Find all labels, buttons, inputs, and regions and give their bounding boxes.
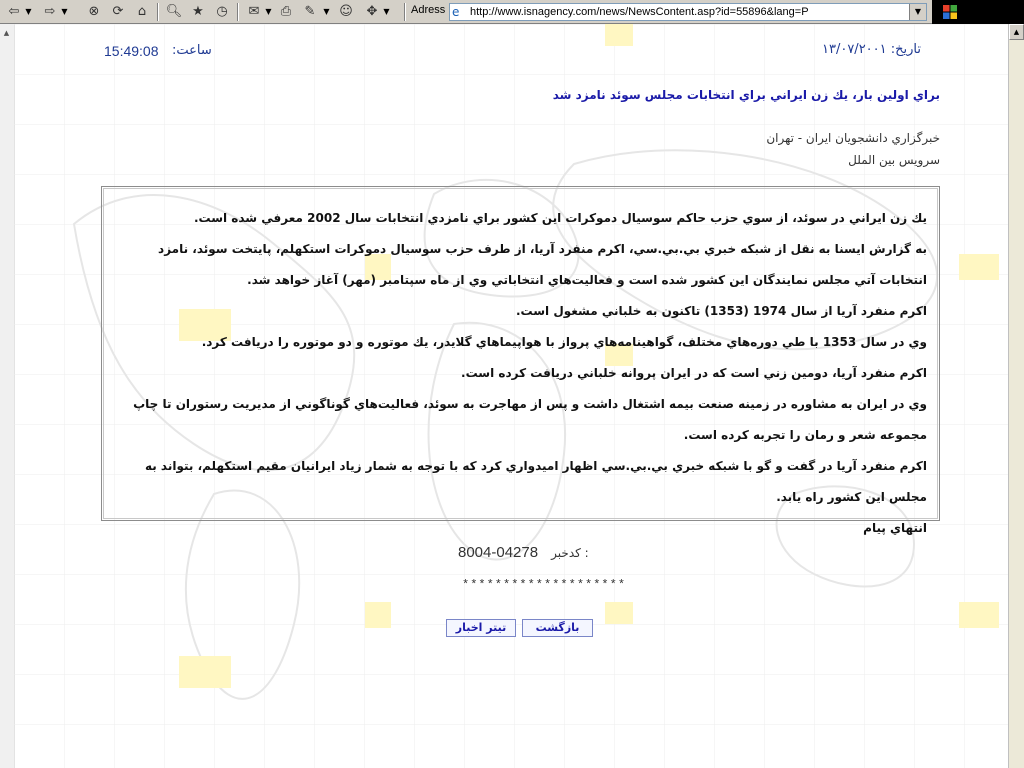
tools-dropdown-icon[interactable]: ▼ — [383, 7, 390, 16]
article-paragraph: وي در ايران به مشاوره در زمينه صنعت بيمه اشتغال داشت و پس از مهاجرت به سوئد، فعاليت‌هاي گوناگوني از مديريت رستوران تا چاپ مجموعه شعر و رمان را تجربه كرده است. — [133, 397, 927, 442]
page-icon: e — [452, 5, 460, 19]
mail-icon[interactable]: ✉ — [248, 4, 260, 19]
messenger-icon[interactable]: ☺ — [339, 4, 353, 19]
article-paragraph: يك زن ايراني در سوئد، از سوي حزب حاكم سوسيال دموكرات اين كشور براي نامزدي انتخابات سال 2002 معرفي شده است. — [193, 211, 927, 225]
forward-icon[interactable]: ⇨ — [44, 4, 56, 19]
search-icon[interactable]: 🔍︎ — [165, 4, 183, 19]
print-icon[interactable]: ⎙ — [280, 4, 292, 19]
history-icon[interactable]: ◷ — [216, 4, 228, 19]
service-name: سرويس بين الملل — [848, 153, 940, 167]
favorites-icon[interactable]: ★ — [192, 4, 204, 19]
article-paragraph: اكرم منفرد آريا از سال 1974 (1353) تاكنون به خلباني مشغول است. — [515, 304, 927, 318]
date-line: تاريخ: ۱۳/۰۷/۲۰۰۱ — [822, 42, 922, 57]
agency-name: خبرگزاري دانشجويان ايران - تهران — [766, 131, 940, 145]
tools-icon[interactable]: ✥ — [366, 4, 378, 19]
news-headline: براي اولين بار، يك زن ايراني براي انتخابات مجلس سوئد نامزد شد — [552, 88, 940, 102]
separator-stars: ******************** — [462, 578, 627, 592]
article-paragraph: اكرم منفرد آريا، دومين زني است كه در ايران پروانه خلباني دريافت كرده است. — [461, 366, 927, 380]
browser-toolbar — [0, 0, 1024, 24]
news-code-label: كدخبر : — [551, 546, 589, 560]
edit-icon[interactable]: ✎ — [304, 4, 316, 19]
home-icon[interactable]: ⌂ — [137, 4, 147, 19]
article-box — [101, 186, 940, 535]
article-paragraph: اكرم منفرد آريا در گفت و گو با شبكه خبري بي.بي.سي اظهار اميدواري كرد كه با توجه به شمار زياد ايرانيان مقيم استكهلم، بتواند به مجلس اين كشور راه يابد. — [144, 459, 927, 504]
address-label: Adress — [411, 4, 446, 16]
toolbar-separator — [237, 3, 239, 21]
toolbar-separator — [404, 3, 406, 21]
chevron-up-icon[interactable]: ▲ — [3, 29, 10, 37]
edit-dropdown-icon[interactable]: ▼ — [323, 7, 330, 16]
back-icon[interactable]: ⇦ — [8, 4, 20, 19]
time-value: 15:49:08 — [104, 43, 159, 59]
stop-icon[interactable]: ⊗ — [88, 4, 100, 19]
article-body — [115, 203, 927, 544]
vertical-scrollbar[interactable] — [1008, 24, 1024, 768]
article-end: انتهاي پيام — [863, 521, 927, 535]
windows-logo — [932, 0, 1024, 24]
news-code — [458, 542, 589, 561]
address-input[interactable]: http://www.isnagency.com/news/NewsContent.asp?id=55896&lang=P — [470, 6, 809, 18]
refresh-icon[interactable]: ⟳ — [112, 4, 124, 19]
toolbar-separator — [157, 3, 159, 21]
windows-flag-icon — [942, 4, 958, 20]
back-button[interactable]: بازگشت — [522, 619, 593, 637]
article-paragraph: وي در سال 1353 با طي دوره‌هاي مختلف، گواهينامه‌هاي پرواز با هواپيماهاي گلايدر، يك موتوره و دو موتوره را دريافت كرد. — [201, 335, 927, 349]
mail-dropdown-icon[interactable]: ▼ — [265, 7, 272, 16]
left-gutter — [0, 24, 15, 768]
scroll-up-button[interactable]: ▲ — [1009, 24, 1024, 40]
time-label: ساعت: — [172, 43, 212, 58]
headlines-button[interactable]: تيتر اخبار — [446, 619, 516, 637]
news-code-value: 8004-04278 — [458, 544, 539, 561]
forward-dropdown-icon[interactable]: ▼ — [61, 7, 68, 16]
article-paragraph: به گزارش ايسنا به نقل از شبكه خبري بي.بي.سي، اكرم منفرد آريا، از طرف حزب سوسيال دموكرات استكهلم، پايتخت سوئد، نامزد انتخابات آتي مجلس نمايندگان اين كشور شده است و فعاليت‌هاي انتخاباتي وي از ماه سپتامبر (مهر) آغاز خواهد شد. — [158, 242, 927, 287]
address-bar[interactable] — [449, 3, 927, 21]
address-dropdown-icon[interactable]: ▼ — [909, 4, 926, 20]
back-dropdown-icon[interactable]: ▼ — [25, 7, 32, 16]
